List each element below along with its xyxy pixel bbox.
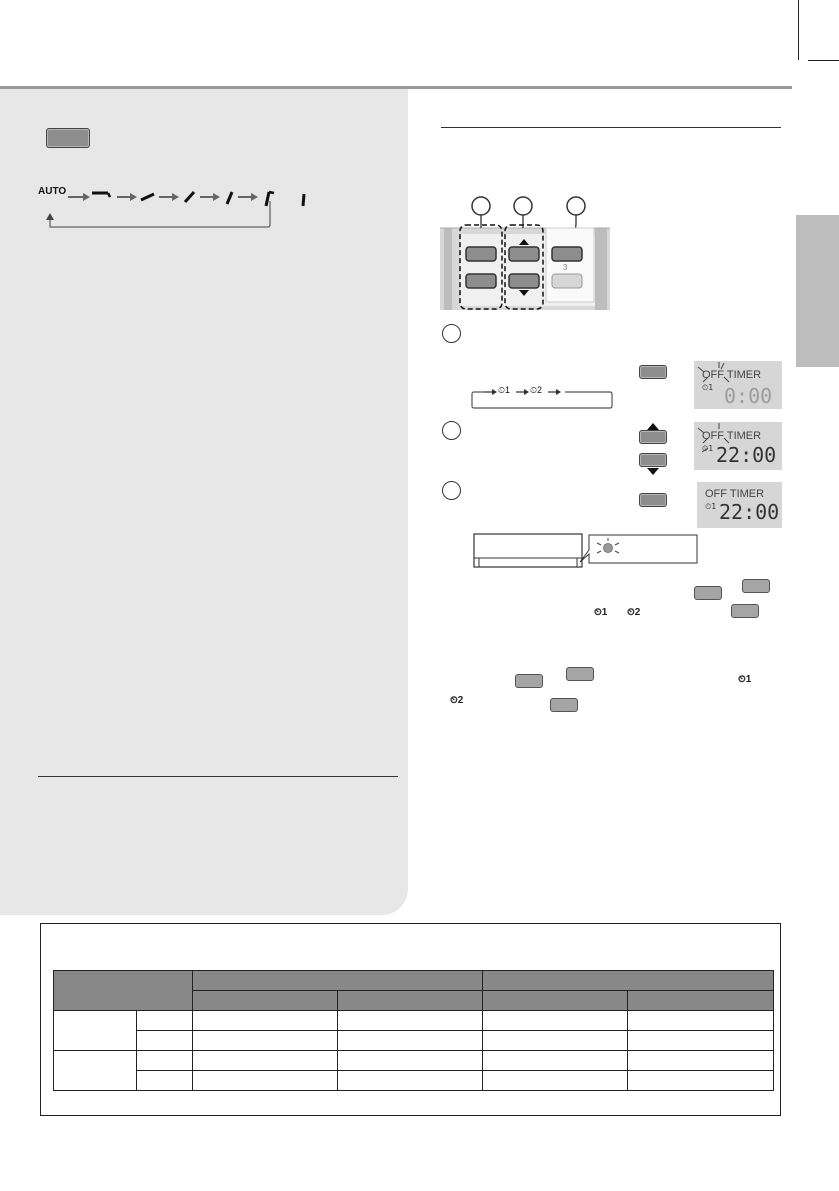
note2-timer-icon-2: ⏲2 <box>450 695 464 706</box>
lcd3-mode: OFF TIMER <box>705 488 765 500</box>
crop-mark-top-right <box>808 60 839 61</box>
table-cell <box>193 1071 338 1091</box>
table-row-group-cell <box>54 1051 137 1091</box>
table-row <box>54 1011 774 1031</box>
lcd-display-step3 <box>697 482 782 528</box>
swing-diagram <box>38 184 328 234</box>
table-subheader-cell <box>628 991 774 1011</box>
table-header-row <box>54 971 774 991</box>
lcd2-timer-slot: ⏲1 <box>702 444 714 453</box>
table-cell <box>137 1051 193 1071</box>
lcd-display-step2 <box>694 422 782 470</box>
remote-illustration <box>440 194 612 310</box>
note-timer-icon-2: ⏲2 <box>627 607 641 618</box>
vane-position-5-icon <box>266 192 269 206</box>
table-cell <box>628 1011 774 1031</box>
indoor-unit-illustration <box>473 533 699 571</box>
auto-label: AUTO <box>38 186 67 197</box>
lcd3-timer-slot: ⏲1 <box>705 502 717 511</box>
remote-button-number: 3 <box>563 263 568 272</box>
vane-positions <box>92 192 304 206</box>
timer-cycle-diagram <box>470 384 616 410</box>
left-divider <box>38 776 398 777</box>
swing-button[interactable] <box>46 128 90 148</box>
timer-set-button[interactable] <box>639 493 667 507</box>
up-arrow-icon <box>647 422 659 430</box>
table-cell <box>338 1071 483 1091</box>
table-subheader-cell <box>338 991 483 1011</box>
table-cell <box>483 1011 628 1031</box>
timer-cycle-slot-1: ⏲1 <box>498 385 511 395</box>
note-button-b[interactable] <box>742 579 770 593</box>
lcd3-time: 22:00 <box>719 500 780 524</box>
vane-position-4-icon <box>227 192 232 204</box>
note2-timer-icon-1: ⏲1 <box>738 674 752 685</box>
table-cell <box>483 1051 628 1071</box>
spec-table <box>53 970 774 1091</box>
table-cell <box>137 1071 193 1091</box>
note-button-f[interactable] <box>550 698 578 712</box>
crop-mark-top-left <box>798 0 799 60</box>
timer-select-button[interactable] <box>639 365 667 379</box>
vane-position-3-icon <box>185 192 194 202</box>
vane-position-2-icon <box>141 194 154 200</box>
lcd1-mode: OFF TIMER <box>702 369 762 381</box>
step-3-marker <box>442 481 461 500</box>
table-cell <box>193 1011 338 1031</box>
table-cell <box>628 1051 774 1071</box>
lcd2-mode: OFF TIMER <box>702 430 762 442</box>
note-button-a[interactable] <box>694 586 722 600</box>
timer-cycle-slot-2: ⏲2 <box>530 385 543 395</box>
note-button-c[interactable] <box>731 604 759 618</box>
table-row <box>54 1031 774 1051</box>
table-row-group-cell <box>54 1011 137 1051</box>
table-cell <box>137 1031 193 1051</box>
step-2-marker <box>442 421 461 440</box>
table-cell <box>338 1011 483 1031</box>
indoor-unit-drawing <box>473 533 699 571</box>
timer-cycle-arrows <box>470 384 616 410</box>
table-cell <box>193 1051 338 1071</box>
table-group-header <box>483 971 774 991</box>
step-1-marker <box>442 324 461 343</box>
note-button-e[interactable] <box>566 667 594 681</box>
table-corner-cell <box>54 971 193 1011</box>
table-row <box>54 1071 774 1091</box>
section-side-tab <box>796 215 839 367</box>
lcd1-timer-slot: ⏲1 <box>702 383 714 392</box>
lcd-display-step1 <box>694 361 782 409</box>
lcd1-time: 0:00 <box>724 384 773 408</box>
time-down-button[interactable] <box>639 453 667 467</box>
remote-drawing <box>440 194 612 310</box>
table-group-header <box>193 971 483 991</box>
swing-sequence <box>38 184 328 234</box>
table-cell <box>338 1031 483 1051</box>
lcd2-time: 22:00 <box>716 443 777 467</box>
table-cell <box>483 1031 628 1051</box>
table-cell <box>338 1051 483 1071</box>
table-subheader-cell <box>193 991 338 1011</box>
table-cell <box>137 1011 193 1031</box>
note-timer-icon-1: ⏲1 <box>594 607 608 618</box>
table-subheader-cell <box>483 991 628 1011</box>
table-cell <box>628 1031 774 1051</box>
note-button-d[interactable] <box>515 674 543 688</box>
table-row <box>54 1051 774 1071</box>
vane-position-6-icon <box>303 194 304 206</box>
time-up-button[interactable] <box>639 430 667 444</box>
table-cell <box>628 1071 774 1091</box>
table-cell <box>483 1071 628 1091</box>
right-section-rule <box>441 127 781 128</box>
table-cell <box>193 1031 338 1051</box>
down-arrow-icon <box>647 468 659 476</box>
